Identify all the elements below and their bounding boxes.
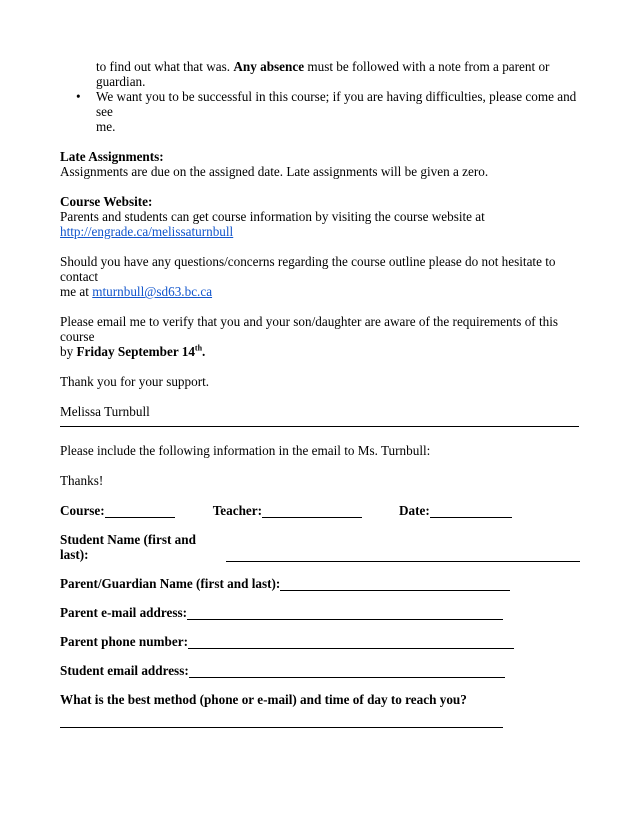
course-teacher-date-row [60,503,580,518]
student-email-row [60,663,580,678]
thank-you-text: Thank you for your support. [60,374,210,389]
verify-line-1: Please email me to verify that you and your son/daughter are aware of the requirements of this course [60,314,559,344]
student-name-row [60,532,580,562]
date-field[interactable] [430,504,512,518]
late-assignments-text: Assignments are due on the assigned date. Late assignments will be given a zero. [60,164,489,179]
bullet-icon: • [76,89,81,104]
teacher-field[interactable] [262,504,362,518]
parent-email-label: Parent e-mail address: [60,605,187,620]
absence-line-1: to find out what that was. Any absence must be followed with a note from a parent or [96,59,550,74]
student-email-field[interactable] [189,664,505,678]
success-line-1: We want you to be successful in this course; if you are having difficulties, please come and see [96,89,577,119]
teacher-email-link[interactable]: mturnbull@sd63.bc.ca [92,284,213,299]
parent-name-label: Parent/Guardian Name (first and last): [60,576,281,591]
parent-phone-row [60,634,580,649]
course-label: Course: [60,503,105,518]
late-assignments-heading: Late Assignments: [60,149,164,164]
form-instruction: Please include the following information in the email to Ms. Turnbull: [60,443,431,458]
bullet-item-success [60,89,580,134]
date-label: Date: [399,503,430,518]
course-field[interactable] [105,504,175,518]
teacher-label: Teacher: [212,503,263,518]
course-website-heading: Course Website: [60,194,153,209]
student-name-field[interactable] [226,548,580,562]
course-website-link[interactable]: http://engrade.ca/melissaturnbull [60,224,234,239]
signature-name: Melissa Turnbull [60,404,150,419]
document-page [60,59,580,728]
questions-line-1: Should you have any questions/concerns regarding the course outline please do not hesitate to contact [60,254,556,284]
parent-name-field[interactable] [280,577,510,591]
parent-email-field[interactable] [187,606,503,620]
parent-name-row [60,576,580,591]
best-method-question: What is the best method (phone or e-mail) and time of day to reach you? [60,692,467,707]
course-website-text: Parents and students can get course information by visiting the course website at [60,209,485,224]
bullet-continuation [96,59,580,89]
student-email-label: Student email address: [60,663,189,678]
parent-email-row [60,605,580,620]
parent-phone-field[interactable] [188,635,514,649]
form-thanks: Thanks! [60,473,104,488]
verify-line-2: by Friday September 14th. [60,343,206,359]
success-line-2: me. [96,119,116,134]
student-name-label: Student Name (first and last): [60,532,196,562]
best-method-answer-field[interactable] [60,727,503,728]
questions-line-2: me at mturnbull@sd63.bc.ca [60,284,213,299]
parent-phone-label: Parent phone number: [60,634,188,649]
absence-line-2: guardian. [96,74,146,89]
